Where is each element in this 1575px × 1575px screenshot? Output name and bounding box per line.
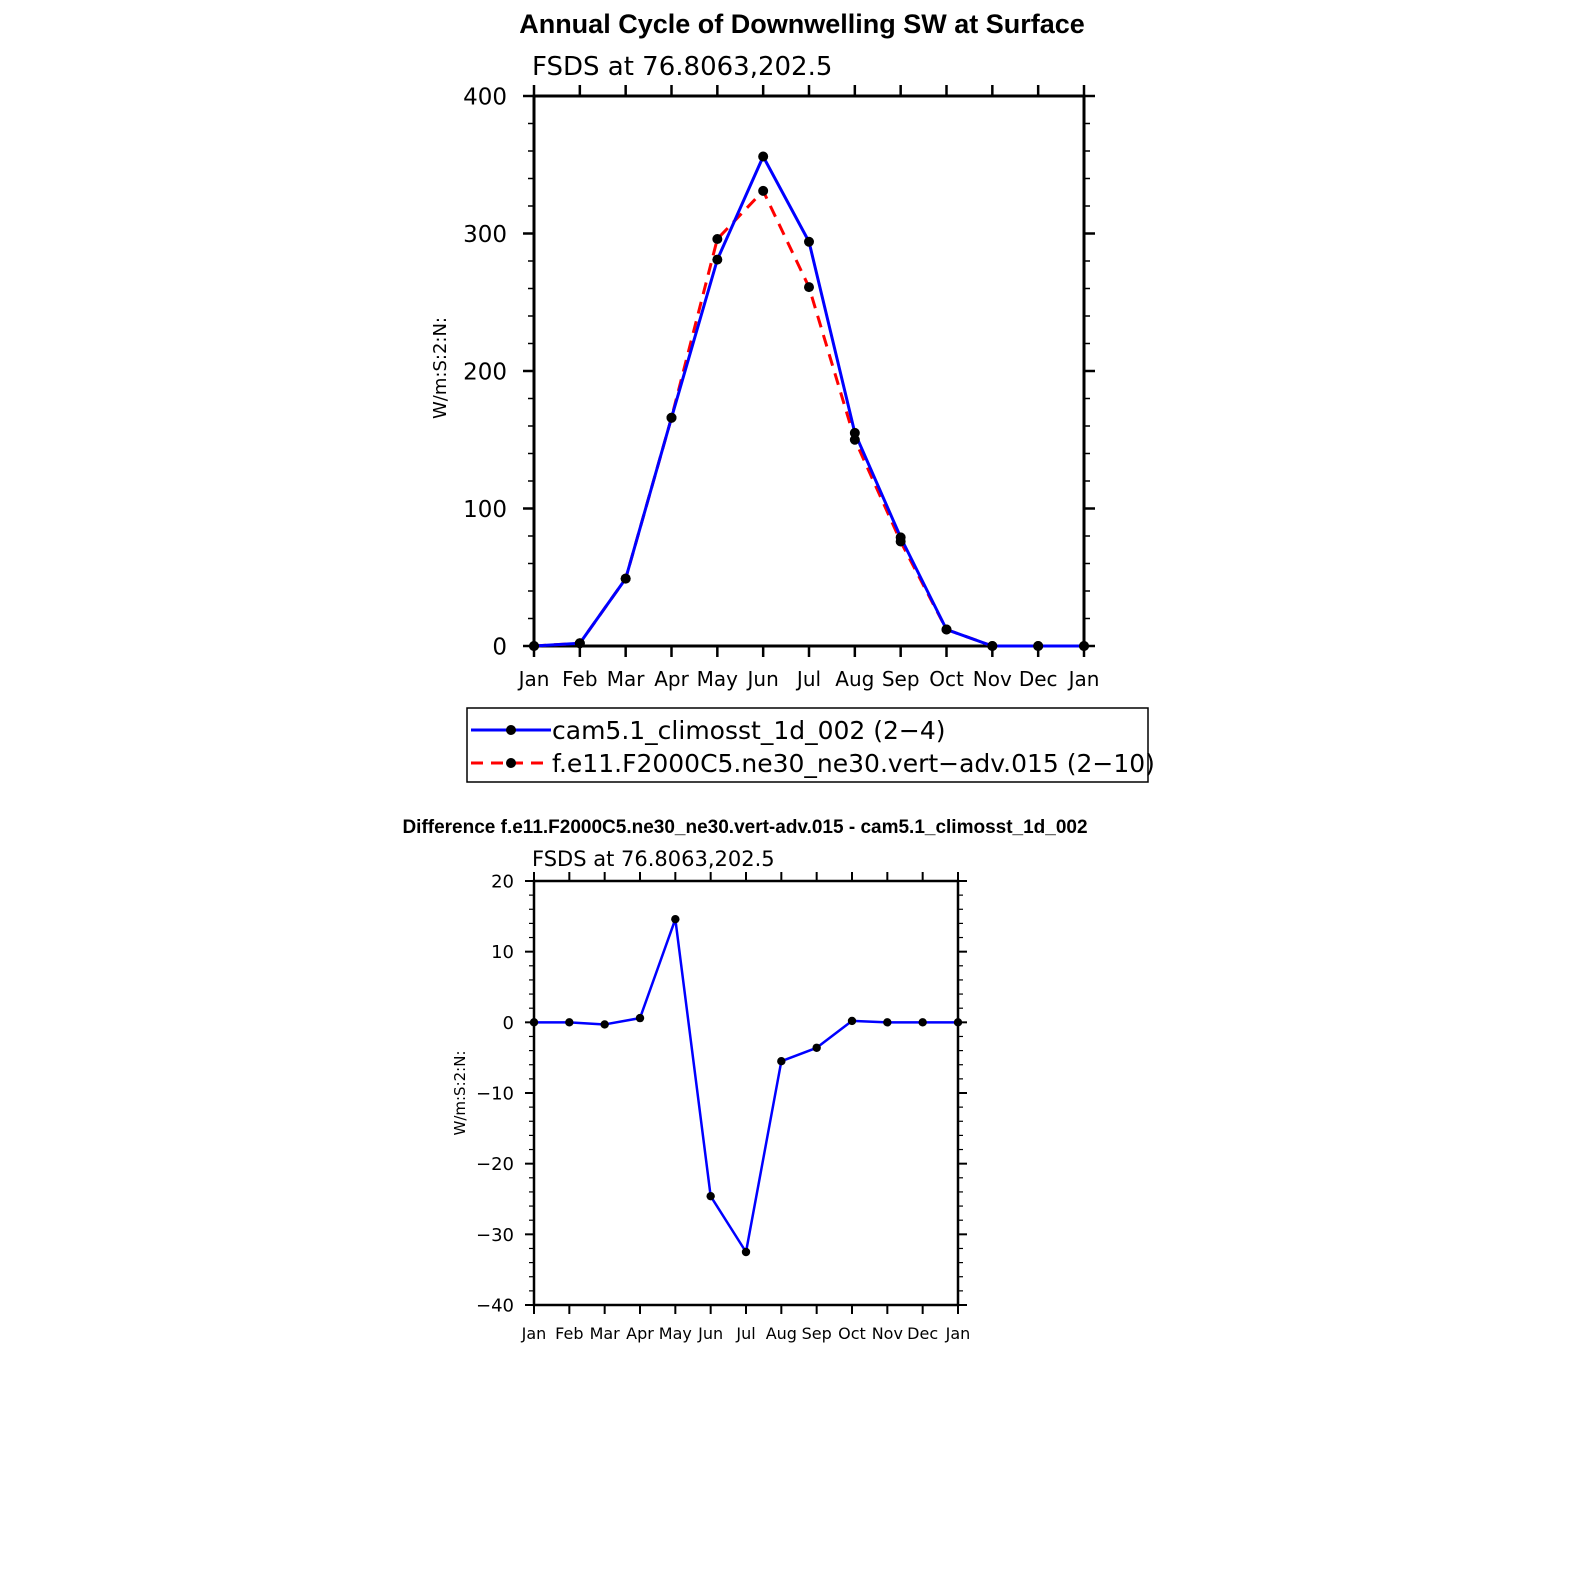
chart1-series-2-point	[804, 282, 814, 292]
chart1-ytick-label: 200	[463, 359, 507, 386]
chart1-xtick-label: Sep	[881, 667, 920, 691]
chart1-plot-area	[463, 84, 1099, 691]
chart2-plot-area	[476, 871, 970, 1343]
chart1-series-1-point	[712, 255, 722, 265]
chart2-series-1-line	[534, 919, 958, 1252]
chart1-xtick-label: May	[696, 667, 739, 691]
chart1-ytick-label: 100	[463, 496, 507, 523]
chart1-xtick-label: Jan	[518, 667, 550, 691]
chart1-xtick-label: Oct	[929, 667, 964, 691]
chart2-xtick-label: Sep	[801, 1324, 832, 1343]
chart1-xtick-label: Aug	[835, 667, 875, 691]
legend-marker-series-2	[506, 758, 516, 768]
chart2-series-1-point	[565, 1018, 573, 1026]
chart1-series-2-point	[575, 638, 585, 648]
chart2-xtick-label: Oct	[838, 1324, 866, 1343]
chart1-xtick-label: Jan	[1068, 667, 1100, 691]
chart2-series-1-point	[671, 915, 679, 923]
chart1-xtick-label: Mar	[606, 667, 645, 691]
chart2-xtick-label: Nov	[871, 1324, 903, 1343]
chart1-ytick-label: 0	[492, 634, 507, 661]
chart1-xtick-label: Jun	[747, 667, 779, 691]
chart2-ytick-label: −10	[476, 1083, 514, 1105]
chart2-xtick-label: Feb	[555, 1324, 584, 1343]
chart1-series-2-point	[621, 574, 631, 584]
chart1-ylabel: W/m:S:2:N:	[430, 317, 451, 419]
chart1-xtick-label: Jul	[796, 667, 822, 691]
chart2-xtick-label: Jun	[698, 1324, 724, 1343]
legend-marker-series-1	[506, 725, 516, 735]
chart2-xtick-label: Mar	[589, 1324, 620, 1343]
chart1-series-2-point	[850, 435, 860, 445]
chart1-series-2-point	[987, 641, 997, 651]
chart1-ytick-label: 300	[463, 221, 507, 248]
chart2-xtick-label: Jan	[945, 1324, 971, 1343]
legend-label-series-2: f.e11.F2000C5.ne30_ne30.vert−adv.015 (2−10)	[552, 749, 1155, 778]
chart2-xtick-label: Aug	[765, 1324, 797, 1343]
chart2-series-1-point	[848, 1017, 856, 1025]
chart2-frame	[534, 881, 958, 1305]
chart2-subtitle: FSDS at 76.8063,202.5	[532, 847, 775, 871]
chart1-xtick-label: Apr	[654, 667, 689, 691]
chart2-series-1-point	[636, 1014, 644, 1022]
chart2-xtick-label: Dec	[907, 1324, 939, 1343]
chart2-ytick-label: −30	[476, 1224, 514, 1246]
chart1-legend	[467, 708, 1155, 782]
chart2-ylabel: W/m:S:2:N:	[451, 1050, 469, 1136]
chart2-series-1-point	[954, 1018, 962, 1026]
chart2-xtick-label: Jan	[521, 1324, 547, 1343]
chart1-series-2-point	[529, 641, 539, 651]
chart2-xtick-label: Jul	[736, 1324, 756, 1343]
chart1-series-2-point	[1079, 641, 1089, 651]
chart1-series-2-point	[712, 234, 722, 244]
chart1-series-2-line	[534, 191, 1084, 646]
chart2-title: Difference f.e11.F2000C5.ne30_ne30.vert-adv.015 - cam5.1_climosst_1d_002	[402, 817, 1088, 838]
chart1-frame	[534, 96, 1084, 646]
chart1-series-1-point	[758, 152, 768, 162]
chart1-series-2-point	[1033, 641, 1043, 651]
chart1-subtitle: FSDS at 76.8063,202.5	[532, 52, 833, 82]
chart2-series-1-point	[883, 1018, 891, 1026]
chart2-series-1-point	[706, 1192, 714, 1200]
legend-label-series-1: cam5.1_climosst_1d_002 (2−4)	[552, 716, 946, 745]
chart1-ytick-label: 400	[463, 84, 507, 111]
chart1-title: Annual Cycle of Downwelling SW at Surface	[519, 9, 1085, 39]
chart2-series-1-point	[530, 1018, 538, 1026]
chart1-series-2-point	[758, 186, 768, 196]
chart1-series-2-point	[942, 625, 952, 635]
chart2-xtick-label: Apr	[626, 1324, 654, 1343]
chart2-ytick-label: 20	[491, 871, 514, 893]
chart2-series-1-point	[600, 1020, 608, 1028]
chart1-xtick-label: Nov	[972, 667, 1012, 691]
chart1-series-1-point	[804, 237, 814, 247]
chart2-ytick-label: −20	[476, 1154, 514, 1176]
chart1-series-2-point	[896, 537, 906, 547]
chart2-series-1-point	[918, 1018, 926, 1026]
chart1-xtick-label: Feb	[562, 667, 598, 691]
chart2-ytick-label: 0	[502, 1012, 514, 1034]
chart2-series-1-point	[777, 1057, 785, 1065]
chart2-series-1-point	[812, 1044, 820, 1052]
chart2-ytick-label: 10	[491, 942, 514, 964]
chart2-ytick-label: −40	[476, 1295, 514, 1317]
chart2-series-1-point	[742, 1248, 750, 1256]
chart1-series-2-point	[667, 413, 677, 423]
chart1-series-1-line	[534, 157, 1084, 647]
chart2-xtick-label: May	[658, 1324, 692, 1343]
chart1-xtick-label: Dec	[1018, 667, 1058, 691]
